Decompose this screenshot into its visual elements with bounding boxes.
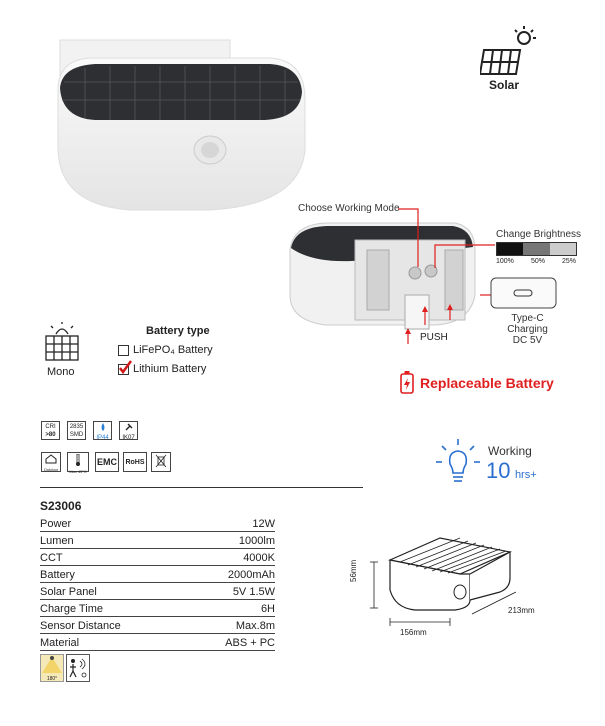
outdoor-badge — [41, 452, 61, 472]
push-arrow-icon — [404, 328, 412, 344]
beam-angle-text: 180° — [46, 676, 58, 682]
level-25: 25% — [561, 258, 576, 265]
battery-option-lifepo4[interactable] — [118, 344, 213, 356]
spec-value: 6H — [260, 603, 275, 615]
charging-line2: DC 5V — [512, 335, 543, 346]
checkmark-icon — [118, 360, 132, 374]
spec-row — [40, 633, 275, 651]
hammer-icon — [125, 423, 133, 431]
brightness-bar — [496, 242, 577, 256]
replaceable-battery-label: Replaceable Battery — [420, 375, 554, 391]
emc-text: EMC — [97, 457, 117, 467]
smd-badge — [67, 421, 86, 440]
spec-value: 1000lm — [238, 535, 275, 547]
water-drop-icon — [100, 423, 106, 431]
mono-label: Mono — [47, 366, 75, 378]
weee-badge — [151, 452, 171, 472]
spec-row — [40, 565, 275, 583]
push-label: PUSH — [420, 332, 448, 343]
motion-sensor-icon — [67, 655, 89, 681]
house-icon — [45, 454, 57, 464]
temperature-text: Max 45°C — [69, 469, 87, 474]
spec-label: Charge Time — [40, 603, 103, 615]
rohs-badge — [123, 452, 147, 472]
spec-label: Power — [40, 518, 72, 530]
charging-line1: Type-C Charging — [507, 313, 548, 335]
brightness-title: Change Brightness — [496, 229, 582, 240]
working-hours-unit: hrs+ — [514, 469, 537, 481]
spec-row — [40, 599, 275, 617]
checkbox-unchecked[interactable] — [118, 345, 129, 356]
spec-label: CCT — [40, 552, 63, 564]
cri-badge — [41, 421, 60, 440]
battery-icon — [400, 370, 414, 394]
emc-badge — [95, 452, 119, 472]
smd-line2: SMD — [69, 432, 84, 438]
section-divider — [40, 487, 363, 488]
spec-value: Max.8m — [235, 620, 275, 632]
spec-value: 12W — [252, 518, 275, 530]
working-mode-label: Choose Working Mode — [298, 203, 400, 214]
smd-line1: 2835 — [69, 424, 84, 430]
working-label: Working — [488, 444, 532, 458]
spec-label: Battery — [40, 569, 75, 581]
charging-label — [490, 313, 565, 346]
model-number: S23006 — [40, 499, 82, 513]
spec-label: Solar Panel — [40, 586, 97, 598]
working-hours-value: 10 — [486, 458, 511, 483]
ip-badge — [93, 421, 112, 440]
product-photo — [50, 30, 320, 220]
light-cone-icon — [41, 655, 63, 673]
battery-option-lithium[interactable] — [118, 363, 206, 375]
brightness-levels — [496, 258, 576, 265]
dimension-width: 156mm — [400, 628, 427, 637]
spec-value: 5V 1.5W — [232, 586, 275, 598]
solar-label: Solar — [489, 78, 520, 92]
spec-row — [40, 616, 275, 634]
spec-row — [40, 531, 275, 549]
spec-label: Material — [40, 637, 80, 649]
ik-line2: IK07 — [122, 435, 135, 441]
battery-option-label: LiFePO₄ Battery — [133, 344, 213, 356]
thermometer-icon — [75, 454, 81, 466]
light-bulb-icon — [436, 438, 480, 488]
sensor-badge — [66, 654, 90, 682]
dimension-drawing — [360, 530, 530, 650]
dimension-height: 56mm — [349, 559, 358, 582]
rohs-text: RoHS — [125, 459, 145, 466]
spec-label: Sensor Distance — [40, 620, 121, 632]
crossed-bin-icon — [155, 454, 167, 468]
cri-line1: CRI — [45, 424, 56, 430]
checkbox-checked[interactable] — [118, 364, 129, 375]
outdoor-text: Outdoor — [43, 467, 59, 472]
temperature-badge — [67, 452, 89, 472]
dimension-length: 213mm — [508, 606, 535, 615]
beam-angle-badge — [40, 654, 64, 682]
level-100: 100% — [496, 258, 514, 265]
solar-panel-icon — [480, 24, 540, 80]
spec-row — [40, 514, 275, 532]
working-hours — [486, 458, 537, 484]
spec-row — [40, 548, 275, 566]
mono-panel-icon — [42, 322, 82, 364]
spec-row — [40, 582, 275, 600]
spec-value: 4000K — [243, 552, 275, 564]
battery-option-label: Lithium Battery — [133, 363, 207, 375]
spec-value: 2000mAh — [227, 569, 275, 581]
ip-line2: IP44 — [96, 435, 109, 441]
cri-line2: >80 — [45, 432, 56, 438]
spec-label: Lumen — [40, 535, 74, 547]
ik-badge — [119, 421, 138, 440]
battery-type-title: Battery type — [146, 325, 210, 337]
spec-value: ABS + PC — [225, 637, 275, 649]
level-50: 50% — [530, 258, 545, 265]
